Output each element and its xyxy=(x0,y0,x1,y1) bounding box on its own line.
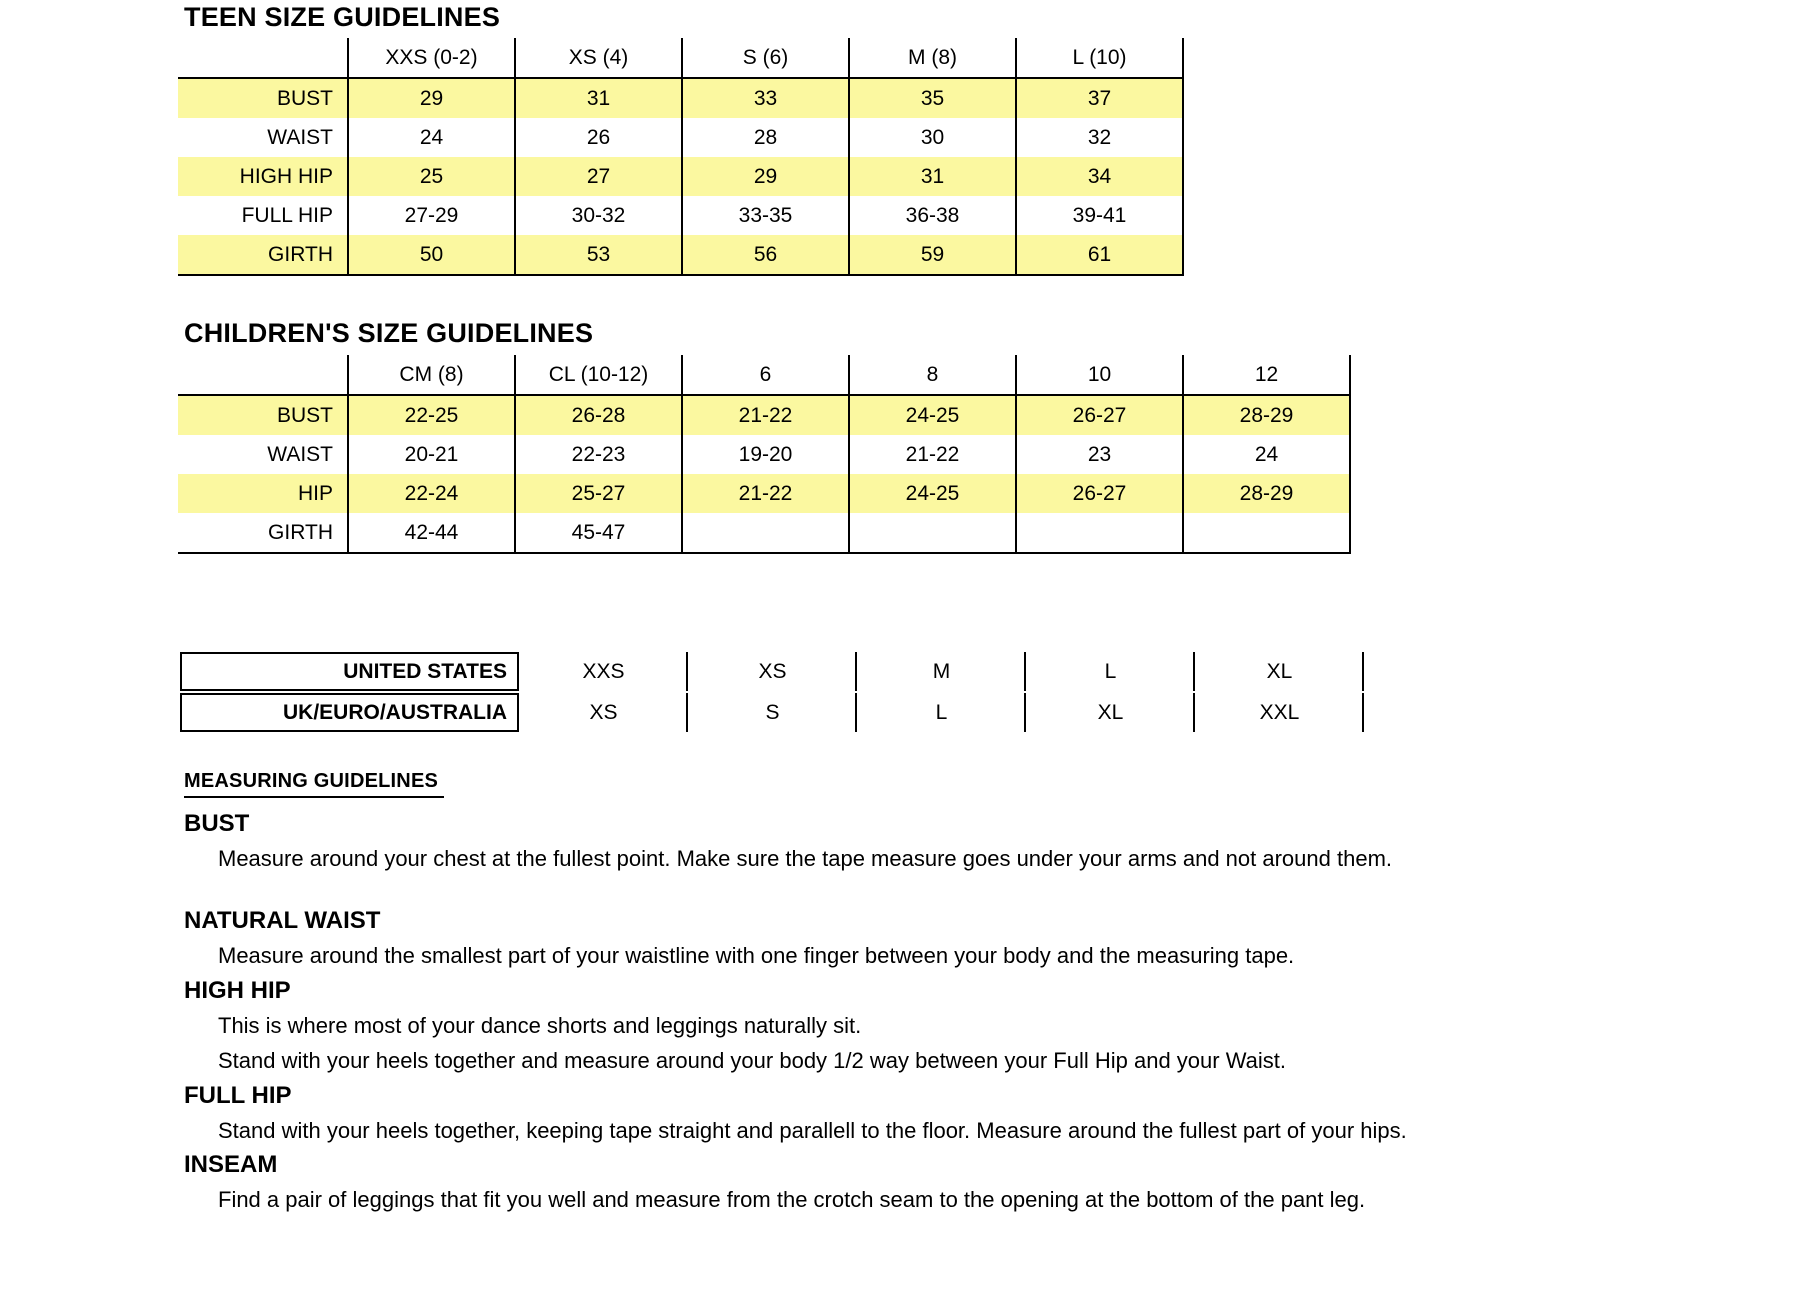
conversion-cell: XXL xyxy=(1197,693,1364,732)
measure-text-full-hip: Stand with your heels together, keeping tape straight and parallell to the floor. Measure around the fullest part of your hips. xyxy=(218,1117,1407,1143)
teen-col-header: XS (4) xyxy=(515,38,682,78)
teen-row-label: GIRTH xyxy=(178,235,348,275)
measure-heading-inseam: INSEAM xyxy=(184,1151,278,1179)
measure-text-natural-waist: Measure around the smallest part of your waistline with one finger between your body and the measuring tape. xyxy=(218,943,1295,969)
teen-cell: 39-41 xyxy=(1016,196,1183,235)
table-row xyxy=(178,196,1183,235)
teen-corner-cell xyxy=(178,38,348,78)
teen-row-label: HIGH HIP xyxy=(178,157,348,196)
conversion-cell: L xyxy=(1028,652,1195,691)
children-cell xyxy=(1183,513,1350,553)
teen-cell: 56 xyxy=(682,235,849,275)
teen-cell: 35 xyxy=(849,78,1016,118)
teen-col-header: XXS (0-2) xyxy=(348,38,515,78)
conversion-cell: XXS xyxy=(521,652,688,691)
table-row xyxy=(178,157,1183,196)
children-cell: 21-22 xyxy=(682,474,849,513)
table-row xyxy=(178,355,1350,395)
children-cell: 26-28 xyxy=(515,395,682,435)
teen-cell: 30 xyxy=(849,118,1016,157)
table-row xyxy=(178,474,1350,513)
children-row-label: GIRTH xyxy=(178,513,348,553)
children-cell: 28-29 xyxy=(1183,395,1350,435)
teen-row-label: FULL HIP xyxy=(178,196,348,235)
children-row-label: WAIST xyxy=(178,435,348,474)
conversion-cell: M xyxy=(859,652,1026,691)
children-col-header: 10 xyxy=(1016,355,1183,395)
table-row xyxy=(180,693,1364,732)
children-cell: 20-21 xyxy=(348,435,515,474)
teen-cell: 30-32 xyxy=(515,196,682,235)
children-cell: 19-20 xyxy=(682,435,849,474)
conversion-cell: L xyxy=(859,693,1026,732)
children-cell: 26-27 xyxy=(1016,395,1183,435)
teen-row-label: BUST xyxy=(178,78,348,118)
size-conversion-table xyxy=(178,650,1366,734)
conversion-cell: XL xyxy=(1197,652,1364,691)
teen-cell: 31 xyxy=(849,157,1016,196)
measure-text-inseam: Find a pair of leggings that fit you well and measure from the crotch seam to the opening at the bottom of the pant leg. xyxy=(218,1187,1366,1213)
children-col-header: 8 xyxy=(849,355,1016,395)
table-row xyxy=(178,38,1183,78)
children-cell: 21-22 xyxy=(682,395,849,435)
teen-cell: 27-29 xyxy=(348,196,515,235)
table-row xyxy=(178,395,1350,435)
teen-cell: 53 xyxy=(515,235,682,275)
teen-cell: 37 xyxy=(1016,78,1183,118)
conversion-cell: S xyxy=(690,693,857,732)
children-cell xyxy=(849,513,1016,553)
children-section-title: CHILDREN'S SIZE GUIDELINES xyxy=(184,318,594,348)
conversion-cell: XS xyxy=(690,652,857,691)
children-col-header: 12 xyxy=(1183,355,1350,395)
table-row xyxy=(178,435,1350,474)
measure-heading-natural-waist: NATURAL WAIST xyxy=(184,907,381,935)
measure-heading-high-hip: HIGH HIP xyxy=(184,976,291,1004)
children-col-header: CL (10-12) xyxy=(515,355,682,395)
children-cell: 24 xyxy=(1183,435,1350,474)
teen-row-label: WAIST xyxy=(178,118,348,157)
measure-text-bust: Measure around your chest at the fullest point. Make sure the tape measure goes under your arms and not around them. xyxy=(218,846,1393,871)
table-row xyxy=(178,78,1183,118)
children-cell: 22-25 xyxy=(348,395,515,435)
children-cell: 45-47 xyxy=(515,513,682,553)
measuring-guidelines-section xyxy=(184,770,1744,1215)
measure-heading-full-hip: FULL HIP xyxy=(184,1081,292,1109)
table-row xyxy=(178,235,1183,275)
children-size-table xyxy=(178,355,1351,554)
measuring-guidelines-title: MEASURING GUIDELINES xyxy=(184,770,444,798)
table-row xyxy=(178,513,1350,553)
conversion-row-label: UK/EURO/AUSTRALIA xyxy=(180,693,519,732)
teen-cell: 28 xyxy=(682,118,849,157)
measure-text-high-hip-2: Stand with your heels together and measure around your body 1/2 way between your Full Hip and your Waist. xyxy=(218,1048,1286,1074)
children-col-header: CM (8) xyxy=(348,355,515,395)
teen-size-table xyxy=(178,38,1184,276)
children-cell: 22-23 xyxy=(515,435,682,474)
teen-cell: 26 xyxy=(515,118,682,157)
children-cell: 23 xyxy=(1016,435,1183,474)
children-cell xyxy=(682,513,849,553)
teen-col-header: S (6) xyxy=(682,38,849,78)
spacer xyxy=(184,873,1744,895)
conversion-cell: XS xyxy=(521,693,688,732)
measure-heading-bust: BUST xyxy=(184,810,250,837)
teen-cell: 24 xyxy=(348,118,515,157)
teen-cell: 27 xyxy=(515,157,682,196)
teen-cell: 59 xyxy=(849,235,1016,275)
teen-cell: 31 xyxy=(515,78,682,118)
children-row-label: BUST xyxy=(178,395,348,435)
children-cell: 22-24 xyxy=(348,474,515,513)
children-cell: 42-44 xyxy=(348,513,515,553)
conversion-row-label: UNITED STATES xyxy=(180,652,519,691)
conversion-cell: XL xyxy=(1028,693,1195,732)
children-cell: 28-29 xyxy=(1183,474,1350,513)
teen-section-title: TEEN SIZE GUIDELINES xyxy=(184,2,501,32)
children-cell: 25-27 xyxy=(515,474,682,513)
teen-cell: 32 xyxy=(1016,118,1183,157)
table-row xyxy=(178,118,1183,157)
children-cell: 24-25 xyxy=(849,474,1016,513)
children-cell: 21-22 xyxy=(849,435,1016,474)
children-cell: 26-27 xyxy=(1016,474,1183,513)
teen-cell: 61 xyxy=(1016,235,1183,275)
teen-cell: 36-38 xyxy=(849,196,1016,235)
teen-col-header: M (8) xyxy=(849,38,1016,78)
teen-cell: 33 xyxy=(682,78,849,118)
teen-cell: 33-35 xyxy=(682,196,849,235)
teen-col-header: L (10) xyxy=(1016,38,1183,78)
teen-cell: 34 xyxy=(1016,157,1183,196)
children-col-header: 6 xyxy=(682,355,849,395)
teen-cell: 25 xyxy=(348,157,515,196)
children-cell xyxy=(1016,513,1183,553)
children-row-label: HIP xyxy=(178,474,348,513)
teen-cell: 50 xyxy=(348,235,515,275)
children-cell: 24-25 xyxy=(849,395,1016,435)
teen-cell: 29 xyxy=(348,78,515,118)
children-corner-cell xyxy=(178,355,348,395)
table-row xyxy=(180,652,1364,691)
teen-cell: 29 xyxy=(682,157,849,196)
measure-text-high-hip-1: This is where most of your dance shorts and leggings naturally sit. xyxy=(218,1012,862,1038)
